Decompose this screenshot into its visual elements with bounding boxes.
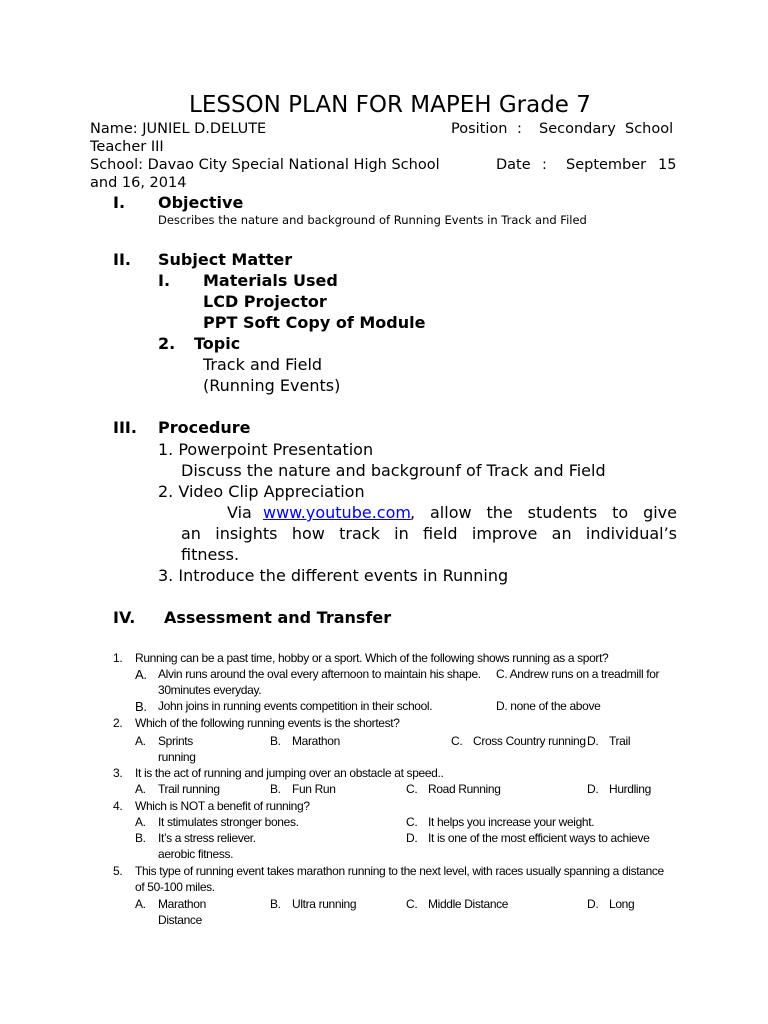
procedure-step-detail: an insights how track in field improve an individual’s (181, 524, 677, 543)
section-number: IV. (113, 608, 136, 627)
choice-c-continued: 30minutes everyday. (158, 683, 262, 697)
choice-b: Fun Run (292, 782, 336, 796)
section-number: I. (113, 193, 126, 212)
choice-d-continued: aerobic fitness. (158, 847, 234, 861)
choice-letter: A. (135, 782, 146, 796)
choice-a: Sprints (158, 734, 193, 748)
topic-item: Track and Field (203, 355, 323, 374)
choice-letter: D. (587, 782, 599, 796)
teacher-name: Name: JUNIEL D.DELUTE (90, 121, 267, 137)
question-number: 4. (113, 799, 123, 813)
section-number: II. (113, 250, 131, 269)
material-item: PPT Soft Copy of Module (203, 313, 426, 332)
choice-letter: B. (270, 782, 281, 796)
question-text: Running can be a past time, hobby or a sport. Which of the following shows running as a sport? (135, 651, 609, 665)
section-title-objective: Objective (158, 193, 244, 212)
choice-letter: C. (406, 815, 418, 829)
choice-d: Long (609, 897, 635, 911)
choice-c: C. Andrew runs on a treadmill for (496, 667, 660, 681)
section-title-subject-matter: Subject Matter (158, 250, 293, 269)
date-colon: : (542, 157, 547, 173)
choice-b: It’s a stress reliever. (158, 831, 256, 845)
subsection-title-materials: Materials Used (203, 271, 338, 290)
section-title-assessment: Assessment and Transfer (164, 608, 392, 627)
choice-letter: A. (135, 815, 146, 829)
subsection-number: 2. (158, 334, 176, 353)
choice-letter: B. (135, 831, 146, 845)
subsection-title-topic: Topic (194, 334, 241, 353)
choice-letter: C. (406, 782, 418, 796)
subsection-number: I. (158, 271, 171, 290)
date-word-2: 15 (658, 157, 677, 173)
topic-item: (Running Events) (203, 376, 341, 395)
choice-a: Alvin runs around the oval every afternoon to maintain his shape. (158, 667, 481, 681)
choice-d-continued: Distance (158, 913, 202, 927)
position-word-1: Secondary (539, 121, 616, 137)
school-name: School: Davao City Special National High School (90, 157, 440, 173)
procedure-step: 2. Video Clip Appreciation (158, 482, 365, 501)
choice-letter: B. (270, 734, 281, 748)
choice-d: It is one of the most efficient ways to achieve (428, 831, 650, 845)
question-number: 2. (113, 716, 123, 730)
procedure-step-detail: , allow the students to give (410, 503, 677, 522)
choice-letter: B. (135, 699, 147, 714)
choice-letter: B. (270, 897, 281, 911)
question-text: Which of the following running events is the shortest? (135, 716, 400, 730)
choice-c: Road Running (428, 782, 501, 796)
choice-a: Marathon (158, 897, 206, 911)
objective-text: Describes the nature and background of Running Events in Track and Filed (158, 213, 587, 227)
question-number: 5. (113, 864, 123, 878)
choice-letter: C. (451, 734, 463, 748)
choice-letter: D. (406, 831, 418, 845)
procedure-step: 1. Powerpoint Presentation (158, 440, 374, 459)
section-number: III. (113, 418, 137, 437)
question-number: 1. (113, 651, 123, 665)
material-item: LCD Projector (203, 292, 327, 311)
choice-d: Trail (609, 734, 631, 748)
procedure-step-detail: fitness. (181, 545, 240, 564)
question-text: Which is NOT a benefit of running? (135, 799, 310, 813)
choice-a: Trail running (158, 782, 220, 796)
date-label: Date (496, 157, 531, 173)
question-text-continued: of 50-100 miles. (135, 880, 215, 894)
position-continued: Teacher III (90, 139, 164, 155)
position-word-2: School (625, 121, 674, 137)
choice-c: Cross Country running (473, 734, 586, 748)
question-number: 3. (113, 766, 123, 780)
choice-letter: D. (587, 734, 599, 748)
choice-a: It stimulates stronger bones. (158, 815, 299, 829)
choice-letter: A. (135, 734, 146, 748)
position-colon: : (517, 121, 522, 137)
page-title: LESSON PLAN FOR MAPEH Grade 7 (189, 92, 591, 118)
choice-b: Marathon (292, 734, 340, 748)
choice-d: Hurdling (609, 782, 651, 796)
date-continued: and 16, 2014 (90, 175, 187, 191)
choice-letter: A. (135, 667, 147, 682)
choice-c: It helps you increase your weight. (428, 815, 595, 829)
question-text: It is the act of running and jumping over an obstacle at speed.. (135, 766, 444, 780)
choice-d-continued: running (158, 750, 196, 764)
question-text: This type of running event takes marathon running to the next level, with races usually spanning a distance (135, 864, 664, 878)
choice-c: Middle Distance (428, 897, 509, 911)
youtube-link[interactable]: www.youtube.com (263, 503, 411, 522)
choice-b: Ultra running (292, 897, 357, 911)
procedure-step-detail: Discuss the nature and backgrounf of Track and Field (181, 461, 606, 480)
choice-d: D. none of the above (496, 699, 601, 713)
section-title-procedure: Procedure (158, 418, 251, 437)
choice-b: John joins in running events competition in their school. (158, 699, 433, 713)
position-label: Position (451, 121, 508, 137)
procedure-step: 3. Introduce the different events in Running (158, 566, 509, 585)
procedure-via: Via (227, 503, 252, 522)
date-word-1: September (566, 157, 647, 173)
choice-letter: C. (406, 897, 418, 911)
choice-letter: D. (587, 897, 599, 911)
choice-letter: A. (135, 897, 146, 911)
